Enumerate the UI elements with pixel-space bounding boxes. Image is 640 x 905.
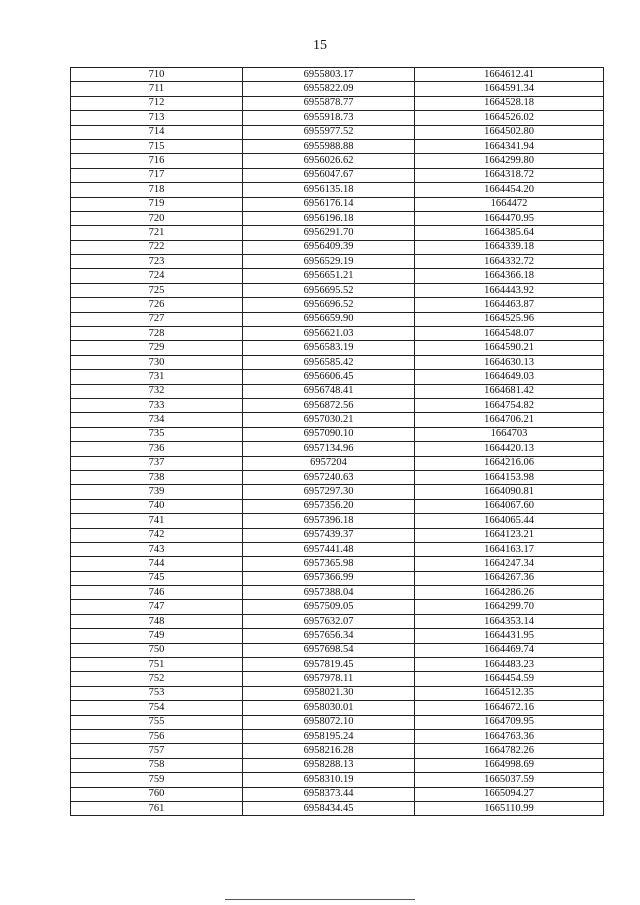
point-number-cell: 714	[71, 125, 243, 139]
x-coordinate-cell: 6957030.21	[243, 413, 415, 427]
point-number-cell: 732	[71, 384, 243, 398]
point-number-cell: 731	[71, 370, 243, 384]
point-number-cell: 756	[71, 729, 243, 743]
coordinates-table	[70, 67, 604, 816]
x-coordinate-cell: 6956606.45	[243, 370, 415, 384]
point-number-cell: 724	[71, 269, 243, 283]
point-number-cell: 751	[71, 658, 243, 672]
x-coordinate-cell: 6956196.18	[243, 211, 415, 225]
point-number-cell: 734	[71, 413, 243, 427]
y-coordinate-cell: 1664502.80	[415, 125, 604, 139]
y-coordinate-cell: 1664299.70	[415, 600, 604, 614]
point-number-cell: 750	[71, 643, 243, 657]
table-row	[71, 715, 604, 729]
table-row	[71, 686, 604, 700]
x-coordinate-cell: 6957388.04	[243, 586, 415, 600]
x-coordinate-cell: 6957090.10	[243, 427, 415, 441]
table-row	[71, 643, 604, 657]
y-coordinate-cell: 1664483.23	[415, 658, 604, 672]
y-coordinate-cell: 1664163.17	[415, 542, 604, 556]
x-coordinate-cell: 6955988.88	[243, 139, 415, 153]
y-coordinate-cell: 1664709.95	[415, 715, 604, 729]
table-row	[71, 614, 604, 628]
x-coordinate-cell: 6956659.90	[243, 312, 415, 326]
x-coordinate-cell: 6957509.05	[243, 600, 415, 614]
y-coordinate-cell: 1664754.82	[415, 398, 604, 412]
table-row	[71, 111, 604, 125]
table-row	[71, 672, 604, 686]
x-coordinate-cell: 6956748.41	[243, 384, 415, 398]
point-number-cell: 752	[71, 672, 243, 686]
x-coordinate-cell: 6958434.45	[243, 801, 415, 815]
y-coordinate-cell: 1664123.21	[415, 528, 604, 542]
x-coordinate-cell: 6956585.42	[243, 355, 415, 369]
table-row	[71, 499, 604, 513]
y-coordinate-cell: 1664630.13	[415, 355, 604, 369]
y-coordinate-cell: 1664763.36	[415, 729, 604, 743]
point-number-cell: 715	[71, 139, 243, 153]
table-row	[71, 312, 604, 326]
point-number-cell: 746	[71, 586, 243, 600]
x-coordinate-cell: 6957439.37	[243, 528, 415, 542]
y-coordinate-cell: 1664470.95	[415, 211, 604, 225]
table-row	[71, 168, 604, 182]
table-row	[71, 125, 604, 139]
x-coordinate-cell: 6956695.52	[243, 283, 415, 297]
y-coordinate-cell: 1664318.72	[415, 168, 604, 182]
point-number-cell: 712	[71, 96, 243, 110]
y-coordinate-cell: 1664649.03	[415, 370, 604, 384]
y-coordinate-cell: 1664420.13	[415, 442, 604, 456]
x-coordinate-cell: 6956026.62	[243, 154, 415, 168]
x-coordinate-cell: 6958030.01	[243, 701, 415, 715]
y-coordinate-cell: 1664286.26	[415, 586, 604, 600]
table-row	[71, 729, 604, 743]
point-number-cell: 723	[71, 255, 243, 269]
table-row	[71, 96, 604, 110]
x-coordinate-cell: 6956621.03	[243, 327, 415, 341]
y-coordinate-cell: 1664526.02	[415, 111, 604, 125]
table-row	[71, 773, 604, 787]
point-number-cell: 743	[71, 542, 243, 556]
coordinates-table-body	[71, 68, 604, 816]
table-row	[71, 283, 604, 297]
y-coordinate-cell: 1664353.14	[415, 614, 604, 628]
table-row	[71, 226, 604, 240]
x-coordinate-cell: 6956047.67	[243, 168, 415, 182]
table-row	[71, 801, 604, 815]
table-row	[71, 327, 604, 341]
x-coordinate-cell: 6957365.98	[243, 557, 415, 571]
point-number-cell: 739	[71, 485, 243, 499]
x-coordinate-cell: 6955803.17	[243, 68, 415, 82]
table-row	[71, 139, 604, 153]
point-number-cell: 757	[71, 744, 243, 758]
table-row	[71, 341, 604, 355]
y-coordinate-cell: 1664525.96	[415, 312, 604, 326]
point-number-cell: 733	[71, 398, 243, 412]
x-coordinate-cell: 6958072.10	[243, 715, 415, 729]
x-coordinate-cell: 6958288.13	[243, 758, 415, 772]
y-coordinate-cell: 1664153.98	[415, 470, 604, 484]
point-number-cell: 737	[71, 456, 243, 470]
table-row	[71, 355, 604, 369]
y-coordinate-cell: 1664782.26	[415, 744, 604, 758]
table-row	[71, 629, 604, 643]
x-coordinate-cell: 6957819.45	[243, 658, 415, 672]
x-coordinate-cell: 6957656.34	[243, 629, 415, 643]
point-number-cell: 716	[71, 154, 243, 168]
point-number-cell: 719	[71, 197, 243, 211]
x-coordinate-cell: 6957356.20	[243, 499, 415, 513]
y-coordinate-cell: 1664341.94	[415, 139, 604, 153]
x-coordinate-cell: 6958373.44	[243, 787, 415, 801]
table-row	[71, 658, 604, 672]
x-coordinate-cell: 6956583.19	[243, 341, 415, 355]
x-coordinate-cell: 6955918.73	[243, 111, 415, 125]
point-number-cell: 735	[71, 427, 243, 441]
table-row	[71, 514, 604, 528]
table-row	[71, 398, 604, 412]
point-number-cell: 761	[71, 801, 243, 815]
table-row	[71, 744, 604, 758]
y-coordinate-cell: 1664366.18	[415, 269, 604, 283]
x-coordinate-cell: 6957698.54	[243, 643, 415, 657]
point-number-cell: 749	[71, 629, 243, 643]
y-coordinate-cell: 1664299.80	[415, 154, 604, 168]
y-coordinate-cell: 1664706.21	[415, 413, 604, 427]
y-coordinate-cell: 1664443.92	[415, 283, 604, 297]
point-number-cell: 725	[71, 283, 243, 297]
point-number-cell: 726	[71, 298, 243, 312]
table-row	[71, 183, 604, 197]
point-number-cell: 741	[71, 514, 243, 528]
x-coordinate-cell: 6955878.77	[243, 96, 415, 110]
table-row	[71, 701, 604, 715]
point-number-cell: 710	[71, 68, 243, 82]
y-coordinate-cell: 1664247.34	[415, 557, 604, 571]
y-coordinate-cell: 1664591.34	[415, 82, 604, 96]
table-row	[71, 413, 604, 427]
y-coordinate-cell: 1664385.64	[415, 226, 604, 240]
y-coordinate-cell: 1664339.18	[415, 240, 604, 254]
table-row	[71, 154, 604, 168]
x-coordinate-cell: 6958195.24	[243, 729, 415, 743]
x-coordinate-cell: 6956291.70	[243, 226, 415, 240]
y-coordinate-cell: 1664548.07	[415, 327, 604, 341]
y-coordinate-cell: 1664454.59	[415, 672, 604, 686]
y-coordinate-cell: 1664267.36	[415, 571, 604, 585]
x-coordinate-cell: 6956176.14	[243, 197, 415, 211]
y-coordinate-cell: 1664472	[415, 197, 604, 211]
point-number-cell: 747	[71, 600, 243, 614]
y-coordinate-cell: 1664216.06	[415, 456, 604, 470]
y-coordinate-cell: 1665110.99	[415, 801, 604, 815]
point-number-cell: 720	[71, 211, 243, 225]
y-coordinate-cell: 1664090.81	[415, 485, 604, 499]
x-coordinate-cell: 6957978.11	[243, 672, 415, 686]
point-number-cell: 753	[71, 686, 243, 700]
x-coordinate-cell: 6957297.30	[243, 485, 415, 499]
table-row	[71, 197, 604, 211]
table-row	[71, 427, 604, 441]
x-coordinate-cell: 6957134.96	[243, 442, 415, 456]
table-row	[71, 758, 604, 772]
x-coordinate-cell: 6955977.52	[243, 125, 415, 139]
table-row	[71, 571, 604, 585]
point-number-cell: 711	[71, 82, 243, 96]
y-coordinate-cell: 1664065.44	[415, 514, 604, 528]
y-coordinate-cell: 1664998.69	[415, 758, 604, 772]
point-number-cell: 744	[71, 557, 243, 571]
table-row	[71, 298, 604, 312]
y-coordinate-cell: 1664528.18	[415, 96, 604, 110]
page-number: 15	[313, 38, 327, 53]
table-row	[71, 485, 604, 499]
point-number-cell: 722	[71, 240, 243, 254]
table-row	[71, 586, 604, 600]
point-number-cell: 713	[71, 111, 243, 125]
point-number-cell: 730	[71, 355, 243, 369]
y-coordinate-cell: 1664612.41	[415, 68, 604, 82]
y-coordinate-cell: 1664590.21	[415, 341, 604, 355]
point-number-cell: 738	[71, 470, 243, 484]
point-number-cell: 736	[71, 442, 243, 456]
y-coordinate-cell: 1664469.74	[415, 643, 604, 657]
y-coordinate-cell: 1665094.27	[415, 787, 604, 801]
table-row	[71, 528, 604, 542]
table-row	[71, 68, 604, 82]
bottom-rule	[225, 899, 415, 900]
point-number-cell: 721	[71, 226, 243, 240]
table-row	[71, 470, 604, 484]
x-coordinate-cell: 6956872.56	[243, 398, 415, 412]
y-coordinate-cell: 1664067.60	[415, 499, 604, 513]
x-coordinate-cell: 6956529.19	[243, 255, 415, 269]
x-coordinate-cell: 6957366.99	[243, 571, 415, 585]
point-number-cell: 745	[71, 571, 243, 585]
x-coordinate-cell: 6956135.18	[243, 183, 415, 197]
point-number-cell: 754	[71, 701, 243, 715]
point-number-cell: 760	[71, 787, 243, 801]
point-number-cell: 727	[71, 312, 243, 326]
point-number-cell: 728	[71, 327, 243, 341]
table-row	[71, 542, 604, 556]
point-number-cell: 759	[71, 773, 243, 787]
point-number-cell: 717	[71, 168, 243, 182]
y-coordinate-cell: 1664454.20	[415, 183, 604, 197]
y-coordinate-cell: 1664332.72	[415, 255, 604, 269]
x-coordinate-cell: 6957441.48	[243, 542, 415, 556]
point-number-cell: 729	[71, 341, 243, 355]
table-row	[71, 211, 604, 225]
table-row	[71, 442, 604, 456]
table-row	[71, 384, 604, 398]
y-coordinate-cell: 1664512.35	[415, 686, 604, 700]
x-coordinate-cell: 6957396.18	[243, 514, 415, 528]
x-coordinate-cell: 6958310.19	[243, 773, 415, 787]
point-number-cell: 755	[71, 715, 243, 729]
table-row	[71, 787, 604, 801]
table-row	[71, 255, 604, 269]
table-row	[71, 240, 604, 254]
y-coordinate-cell: 1664463.87	[415, 298, 604, 312]
point-number-cell: 742	[71, 528, 243, 542]
y-coordinate-cell: 1664681.42	[415, 384, 604, 398]
x-coordinate-cell: 6958216.28	[243, 744, 415, 758]
y-coordinate-cell: 1664431.95	[415, 629, 604, 643]
x-coordinate-cell: 6957632.07	[243, 614, 415, 628]
x-coordinate-cell: 6956651.21	[243, 269, 415, 283]
x-coordinate-cell: 6955822.09	[243, 82, 415, 96]
y-coordinate-cell: 1664672.16	[415, 701, 604, 715]
table-row	[71, 456, 604, 470]
point-number-cell: 748	[71, 614, 243, 628]
table-row	[71, 600, 604, 614]
table-row	[71, 269, 604, 283]
x-coordinate-cell: 6956696.52	[243, 298, 415, 312]
point-number-cell: 758	[71, 758, 243, 772]
x-coordinate-cell: 6958021.30	[243, 686, 415, 700]
x-coordinate-cell: 6956409.39	[243, 240, 415, 254]
point-number-cell: 740	[71, 499, 243, 513]
y-coordinate-cell: 1664703	[415, 427, 604, 441]
point-number-cell: 718	[71, 183, 243, 197]
table-row	[71, 82, 604, 96]
table-row	[71, 370, 604, 384]
table-row	[71, 557, 604, 571]
y-coordinate-cell: 1665037.59	[415, 773, 604, 787]
x-coordinate-cell: 6957204	[243, 456, 415, 470]
x-coordinate-cell: 6957240.63	[243, 470, 415, 484]
